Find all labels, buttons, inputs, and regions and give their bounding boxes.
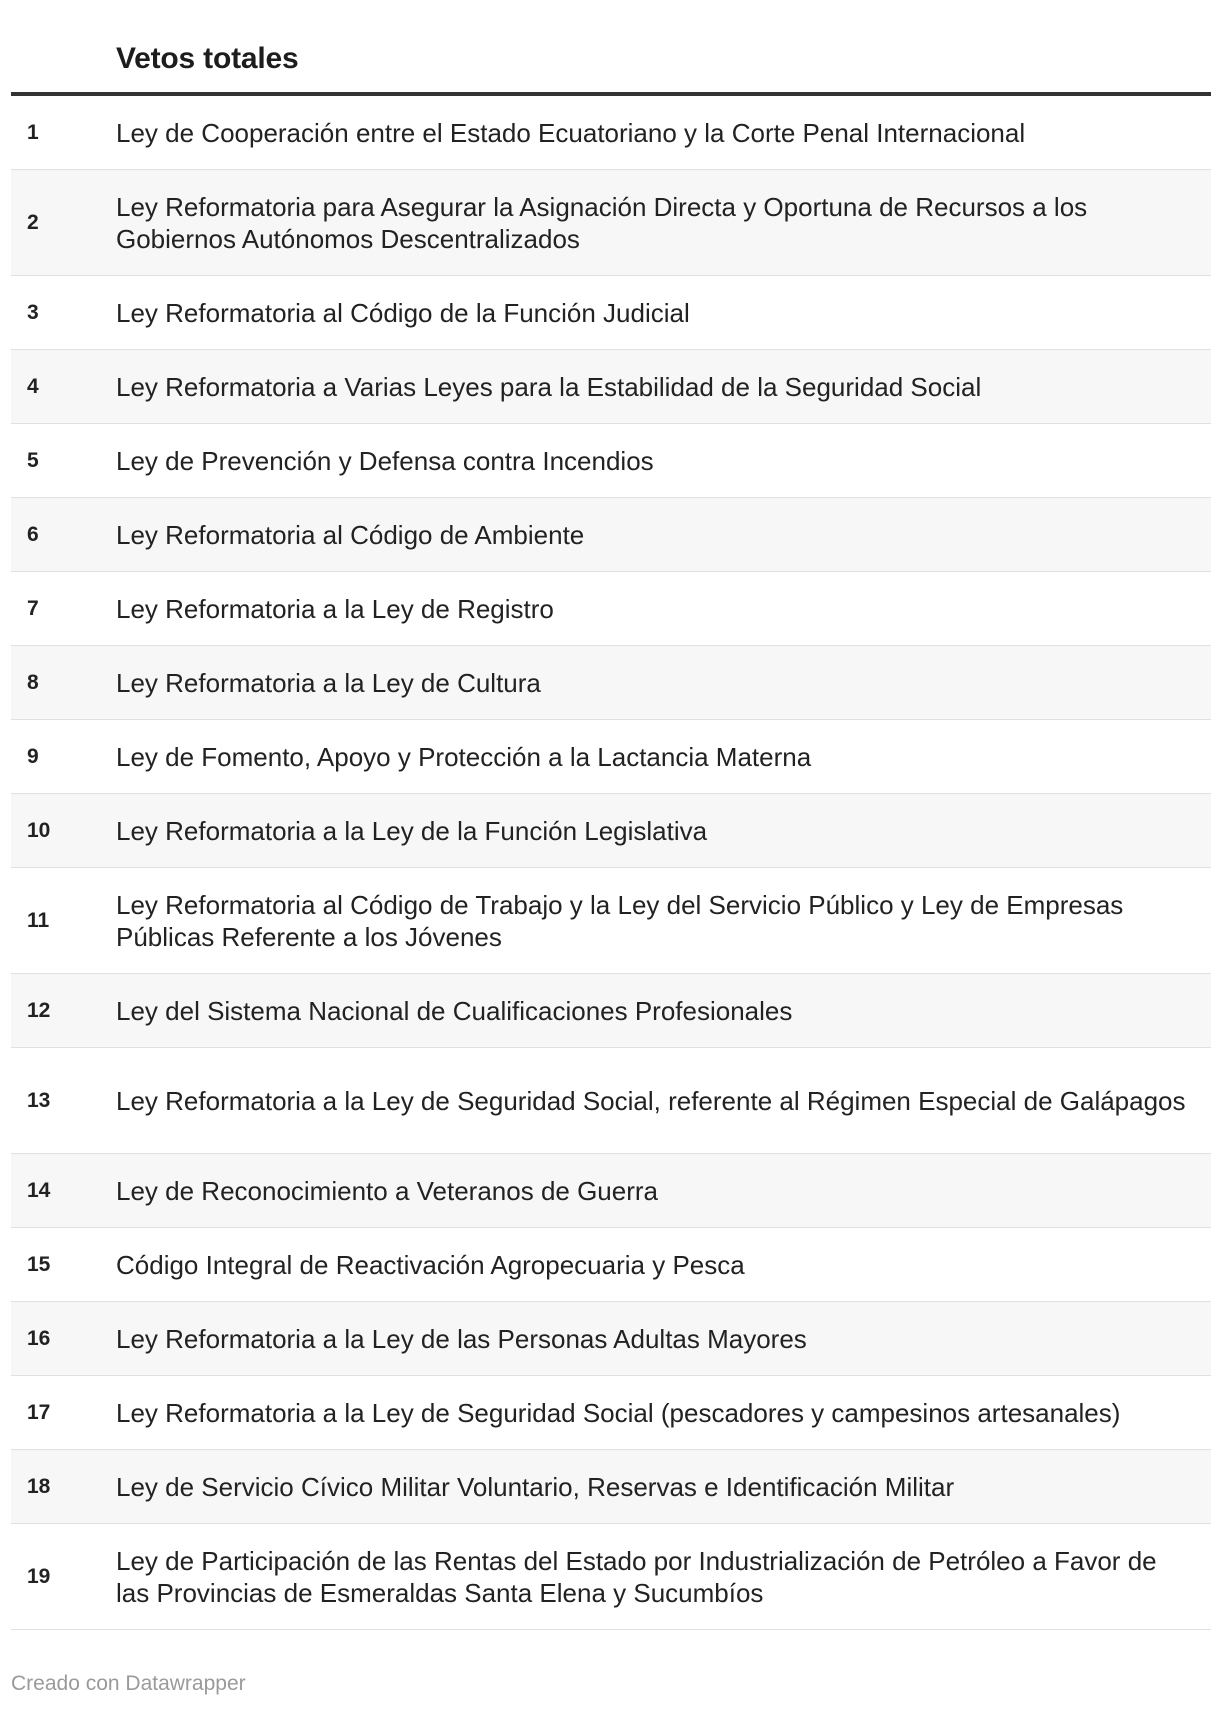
table-row [11, 498, 1211, 572]
header-title: Vetos totales [116, 42, 299, 75]
table-row [11, 96, 1211, 170]
table-row [11, 1302, 1211, 1376]
row-number: 3 [27, 300, 39, 324]
row-number: 10 [27, 818, 51, 842]
row-law-name: Ley Reformatoria a la Ley de Seguridad Social, referente al Régimen Especial de Galápagos [116, 1085, 1186, 1116]
datawrapper-credit[interactable]: Creado con Datawrapper [11, 1672, 246, 1695]
row-number: 8 [27, 670, 39, 694]
row-law-name: Código Integral de Reactivación Agropecuaria y Pesca [116, 1249, 745, 1280]
row-number: 4 [27, 374, 39, 398]
row-law-name: Ley de Fomento, Apoyo y Protección a la Lactancia Materna [116, 741, 812, 772]
row-number: 7 [27, 596, 39, 620]
row-number: 6 [27, 522, 39, 546]
table-row [11, 974, 1211, 1048]
row-number: 18 [27, 1474, 51, 1498]
table-row [11, 720, 1211, 794]
row-number: 13 [27, 1088, 51, 1112]
table-header [11, 0, 1211, 96]
row-law-name: Ley Reformatoria a Varias Leyes para la Estabilidad de la Seguridad Social [116, 371, 982, 402]
row-law-name: Ley Reformatoria a la Ley de las Personas Adultas Mayores [116, 1323, 807, 1354]
table-row [11, 1376, 1211, 1450]
row-law-name: Ley de Servicio Cívico Militar Voluntario, Reservas e Identificación Militar [116, 1471, 955, 1502]
table-row [11, 1450, 1211, 1524]
row-number: 15 [27, 1252, 51, 1276]
table-row [11, 1154, 1211, 1228]
row-number: 2 [27, 210, 39, 234]
row-law-name: Ley Reformatoria al Código de Ambiente [116, 519, 585, 550]
row-law-name: Ley Reformatoria a la Ley de Cultura [116, 667, 541, 698]
row-number: 9 [27, 744, 39, 768]
table-row [11, 170, 1211, 276]
row-number: 1 [27, 120, 39, 144]
table-row [11, 572, 1211, 646]
row-number: 16 [27, 1326, 51, 1350]
row-number: 12 [27, 998, 51, 1022]
vetoes-table [11, 0, 1211, 1630]
row-law-name: Ley Reformatoria al Código de la Función Judicial [116, 297, 690, 328]
row-law-name: Ley de Participación de las Rentas del Estado por Industrialización de Petróleo a Favor de las Provincias de Esmeraldas Santa Elena y Sucumbíos [116, 1545, 1157, 1608]
table-row [11, 794, 1211, 868]
row-number: 19 [27, 1564, 51, 1588]
row-law-name: Ley del Sistema Nacional de Cualificaciones Profesionales [116, 995, 793, 1026]
table-row [11, 424, 1211, 498]
row-law-name: Ley Reformatoria al Código de Trabajo y la Ley del Servicio Público y Ley de Empresas Públicas Referente a los Jóvenes [116, 889, 1124, 952]
row-law-name: Ley Reformatoria a la Ley de Registro [116, 593, 554, 624]
row-number: 14 [27, 1178, 51, 1202]
row-law-name: Ley de Cooperación entre el Estado Ecuatoriano y la Corte Penal Internacional [116, 117, 1026, 148]
table-row [11, 1048, 1211, 1154]
row-law-name: Ley Reformatoria a la Ley de la Función Legislativa [116, 815, 708, 846]
row-law-name: Ley de Prevención y Defensa contra Incendios [116, 445, 654, 476]
table-row [11, 646, 1211, 720]
row-number: 11 [27, 908, 50, 932]
row-law-name: Ley Reformatoria para Asegurar la Asignación Directa y Oportuna de Recursos a los Gobiernos Autónomos Descentralizados [116, 191, 1088, 254]
table-row [11, 868, 1211, 974]
row-law-name: Ley Reformatoria a la Ley de Seguridad Social (pescadores y campesinos artesanales) [116, 1397, 1121, 1428]
table-row [11, 1228, 1211, 1302]
row-number: 5 [27, 448, 39, 472]
table-row [11, 276, 1211, 350]
row-law-name: Ley de Reconocimiento a Veteranos de Guerra [116, 1175, 659, 1206]
table-row [11, 1524, 1211, 1630]
table-row [11, 350, 1211, 424]
row-number: 17 [27, 1400, 51, 1424]
